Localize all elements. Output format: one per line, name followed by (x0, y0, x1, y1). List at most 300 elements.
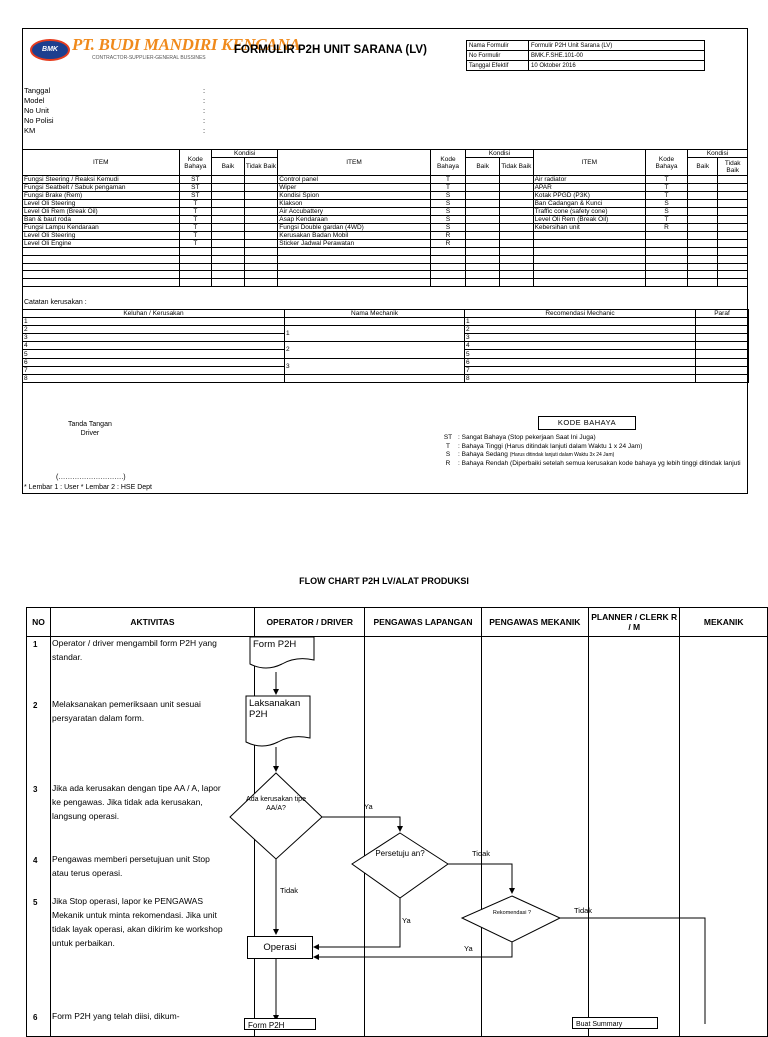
paraf-cell[interactable] (696, 366, 749, 374)
keluhan-number[interactable]: 5 (23, 350, 285, 358)
mekanik-cell[interactable] (285, 374, 465, 382)
item-kode: S (430, 192, 466, 200)
item-baik-cell[interactable] (688, 208, 718, 216)
item-baik-cell[interactable] (212, 192, 245, 200)
col-baik-header: Baik (688, 158, 718, 176)
step-number: 4 (33, 856, 38, 865)
paraf-cell[interactable] (696, 350, 749, 358)
item-tidak-baik-cell[interactable] (718, 255, 748, 263)
form-meta-table (466, 40, 705, 71)
item-kode: T (430, 184, 466, 192)
item-kode (430, 263, 466, 271)
item-kode (430, 255, 466, 263)
item-name: Traffic cone (safety cone) (533, 208, 645, 216)
item-name: Control panel (278, 176, 430, 184)
item-kode: S (430, 216, 466, 224)
item-name (23, 255, 180, 263)
item-name: Asap Kendaraan (278, 216, 430, 224)
col-tidak-baik-header: Tidak Baik (718, 158, 748, 176)
item-name: Level Oli Engine (23, 240, 180, 248)
item-baik-cell[interactable] (688, 176, 718, 184)
item-tidak-baik-cell[interactable] (244, 216, 278, 224)
item-tidak-baik-cell[interactable] (499, 279, 533, 287)
header-field-colons: : : : : : (203, 86, 206, 135)
col-kode-header: Kode Bahaya (179, 150, 212, 176)
inspection-row (23, 232, 748, 240)
recom-number[interactable]: 5 (465, 350, 696, 358)
item-name: Fungsi Seatbelt / Sabuk pengaman (23, 184, 180, 192)
inspection-row (23, 279, 748, 287)
item-kode (179, 248, 212, 256)
item-tidak-baik-cell[interactable] (244, 224, 278, 232)
item-tidak-baik-cell[interactable] (499, 192, 533, 200)
item-tidak-baik-cell[interactable] (244, 240, 278, 248)
item-name (533, 240, 645, 248)
recom-number[interactable]: 6 (465, 358, 696, 366)
item-name (23, 263, 180, 271)
item-tidak-baik-cell[interactable] (244, 176, 278, 184)
legend-desc: : Bahaya Rendah (Diperbaiki setelah semua kerusakan kode bahaya yg lebih tinggi ditindak lanjuti (458, 460, 741, 468)
kerusakan-row (23, 374, 749, 382)
field-label-km: KM (24, 126, 36, 135)
paraf-header: Paraf (696, 310, 749, 318)
item-name: Kotak PPGD (P3K) (533, 192, 645, 200)
kerusakan-row (23, 318, 749, 326)
item-baik-cell[interactable] (688, 279, 718, 287)
item-baik-cell[interactable] (466, 263, 500, 271)
kerusakan-table (22, 309, 749, 383)
inspection-item-rows (23, 176, 748, 287)
kerusakan-row (23, 342, 749, 350)
meta-value: Formulir P2H Unit Sarana (LV) (529, 41, 705, 51)
inspection-row (23, 192, 748, 200)
item-baik-cell[interactable] (466, 184, 500, 192)
col-item-header: ITEM (278, 150, 430, 176)
item-baik-cell[interactable] (212, 248, 245, 256)
item-name (278, 263, 430, 271)
item-baik-cell[interactable] (688, 200, 718, 208)
inspection-row (23, 224, 748, 232)
item-baik-cell[interactable] (466, 279, 500, 287)
item-tidak-baik-cell[interactable] (718, 263, 748, 271)
item-baik-cell[interactable] (212, 271, 245, 279)
item-kode: T (430, 176, 466, 184)
item-tidak-baik-cell[interactable] (499, 263, 533, 271)
header-field-labels (24, 86, 54, 136)
item-baik-cell[interactable] (466, 208, 500, 216)
field-label-tanggal: Tanggal (24, 86, 51, 95)
legend-desc: : Bahaya Sedang (458, 451, 510, 459)
step-text: Jika Stop operasi, lapor ke PENGAWAS Mekanik untuk minta rekomendasi. Jika unit tidak layak operasi, akan dikirim ke workshop untuk perbaikan. (52, 896, 223, 948)
inspection-row (23, 255, 748, 263)
item-kode: ST (179, 192, 212, 200)
item-name (278, 255, 430, 263)
item-baik-cell[interactable] (466, 192, 500, 200)
item-baik-cell[interactable] (212, 200, 245, 208)
item-kode: R (430, 240, 466, 248)
meta-value: 10 Oktober 2016 (529, 61, 705, 71)
item-name: Wiper (278, 184, 430, 192)
item-tidak-baik-cell[interactable] (499, 176, 533, 184)
step-number: 3 (33, 785, 38, 794)
paraf-cell[interactable] (696, 334, 749, 342)
item-tidak-baik-cell[interactable] (244, 192, 278, 200)
item-kode: T (179, 200, 212, 208)
item-baik-cell[interactable] (688, 184, 718, 192)
kerusakan-rows (23, 310, 749, 383)
legend-desc: : Bahaya Tinggi (Harus ditindak lanjuti dalam Waktu 1 x 24 Jam) (458, 442, 643, 450)
step-number: 6 (33, 1013, 38, 1022)
item-name: Kebersihan unit (533, 224, 645, 232)
item-tidak-baik-cell[interactable] (499, 240, 533, 248)
col-item-header: ITEM (23, 150, 180, 176)
col-kondisi-header: Kondisi (688, 150, 748, 158)
item-kode (646, 271, 688, 279)
meta-row (467, 61, 705, 71)
item-kode: T (179, 240, 212, 248)
item-kode: R (430, 232, 466, 240)
legend-desc: : Sangat Bahaya (Stop pekerjaan Saat Ini Juga) (458, 434, 596, 441)
item-kode (179, 255, 212, 263)
inspection-row (23, 248, 748, 256)
kode-bahaya-legend (438, 434, 750, 469)
node-ada-kerusakan: Ada kerusakan tipe AA/A? (246, 796, 306, 812)
item-baik-cell[interactable] (212, 232, 245, 240)
step-text: Melaksanakan pemeriksaan unit sesuai persyaratan dalam form. (52, 699, 201, 723)
flow-header-pengawas-mekanik: PENGAWAS MEKANIK (481, 608, 588, 637)
flow-header-pengawas-lapangan: PENGAWAS LAPANGAN (365, 608, 481, 637)
item-kode: T (646, 176, 688, 184)
label-ya: Ya (364, 802, 373, 811)
item-tidak-baik-cell[interactable] (499, 224, 533, 232)
item-tidak-baik-cell[interactable] (499, 271, 533, 279)
legend-row-s (438, 451, 750, 460)
item-kode (646, 263, 688, 271)
item-baik-cell[interactable] (212, 279, 245, 287)
step-text: Jika ada kerusakan dengan tipe AA / A, lapor ke pengawas. Jika tidak ada kerusakan, langsung operasi. (52, 783, 221, 821)
decision-rekomendasi (462, 896, 560, 942)
item-baik-cell[interactable] (466, 271, 500, 279)
item-baik-cell[interactable] (466, 216, 500, 224)
recom-number[interactable]: 1 (465, 318, 696, 326)
item-name: Air radiator (533, 176, 645, 184)
item-name: Fungsi Brake (Rem) (23, 192, 180, 200)
col-kondisi-header: Kondisi (212, 150, 278, 158)
item-kode (646, 232, 688, 240)
item-kode (179, 279, 212, 287)
item-name: Kondisi Spion (278, 192, 430, 200)
item-name: Fungsi Steering / Reaksi Kemudi (23, 176, 180, 184)
signature-line: (……………………….) (56, 474, 126, 481)
logo-mark-icon: BMK (30, 39, 70, 61)
company-logo (30, 35, 301, 65)
meta-label: Tanggal Efektif (467, 61, 529, 71)
item-kode: T (646, 184, 688, 192)
keluhan-number[interactable]: 7 (23, 366, 285, 374)
col-kode-header: Kode Bahaya (430, 150, 466, 176)
mekanik-cell[interactable] (285, 318, 465, 326)
item-baik-cell[interactable] (466, 200, 500, 208)
inspection-row (23, 176, 748, 184)
item-kode: T (179, 216, 212, 224)
item-tidak-baik-cell[interactable] (244, 248, 278, 256)
item-baik-cell[interactable] (466, 255, 500, 263)
legend-row-t (438, 443, 750, 452)
item-tidak-baik-cell[interactable] (244, 200, 278, 208)
flow-header-planner: PLANNER / CLERK R / M (589, 608, 680, 637)
label-ya: Ya (402, 916, 411, 925)
item-tidak-baik-cell[interactable] (718, 192, 748, 200)
item-kode: T (179, 232, 212, 240)
meta-value: BMK.F.SHE.101-00 (529, 51, 705, 61)
keluhan-number[interactable]: 6 (23, 358, 285, 366)
item-baik-cell[interactable] (466, 224, 500, 232)
recom-number[interactable]: 2 (465, 326, 696, 334)
item-tidak-baik-cell[interactable] (499, 216, 533, 224)
item-tidak-baik-cell[interactable] (718, 216, 748, 224)
paraf-cell[interactable] (696, 326, 749, 334)
field-label-model: Model (24, 96, 45, 105)
mekanik-header: Nama Mechanik (285, 310, 465, 318)
recom-number[interactable]: 8 (465, 374, 696, 382)
item-name: Fungsi Lampu Kendaraan (23, 224, 180, 232)
item-kode: T (179, 208, 212, 216)
signature-label: Tanda Tangan (68, 421, 112, 428)
item-name: Klakson (278, 200, 430, 208)
paraf-cell[interactable] (696, 374, 749, 382)
item-tidak-baik-cell[interactable] (244, 232, 278, 240)
company-name: PT. BUDI MANDIRI KENCANA (72, 35, 301, 54)
mekanik-name-slot[interactable]: 1 (285, 326, 465, 342)
item-kode: T (646, 216, 688, 224)
item-name (533, 232, 645, 240)
inspection-row (23, 240, 748, 248)
item-kode (430, 271, 466, 279)
item-baik-cell[interactable] (688, 255, 718, 263)
meta-label: No Formulir (467, 51, 529, 61)
keluhan-number[interactable]: 4 (23, 342, 285, 350)
col-tidak-baik-header: Tidak Baik (499, 158, 533, 176)
col-kode-header: Kode Bahaya (646, 150, 688, 176)
item-tidak-baik-cell[interactable] (718, 248, 748, 256)
step-text: Pengawas memberi persetujuan unit Stop atau terus operasi. (52, 854, 210, 878)
item-name (533, 279, 645, 287)
label-tidak: Tidak (280, 886, 299, 895)
signature-role: Driver (80, 430, 100, 437)
item-name: Kerusakan Badan Mobil (278, 232, 430, 240)
decision-ada-kerusakan (230, 773, 322, 859)
item-kode (646, 248, 688, 256)
item-baik-cell[interactable] (212, 255, 245, 263)
item-name (23, 279, 180, 287)
item-tidak-baik-cell[interactable] (244, 184, 278, 192)
col-baik-header: Baik (212, 158, 245, 176)
item-baik-cell[interactable] (212, 224, 245, 232)
field-label-no-polisi: No Polisi (24, 116, 54, 125)
item-kode: R (646, 224, 688, 232)
item-name (533, 271, 645, 279)
inspection-row (23, 271, 748, 279)
field-label-no-unit: No Unit (24, 106, 50, 115)
col-item-header: ITEM (533, 150, 645, 176)
item-baik-cell[interactable] (466, 240, 500, 248)
item-tidak-baik-cell[interactable] (499, 248, 533, 256)
step-number: 2 (33, 701, 38, 710)
legend-code: R (445, 460, 451, 468)
node-persetujuan: Persetuju an? (375, 849, 425, 858)
item-baik-cell[interactable] (212, 208, 245, 216)
legend-code: S (445, 451, 451, 459)
recom-header: Recomendasi Mechanic (465, 310, 696, 318)
item-name: Ban & baut roda (23, 216, 180, 224)
item-name (23, 248, 180, 256)
legend-code: ST (443, 434, 453, 441)
item-baik-cell[interactable] (212, 176, 245, 184)
keluhan-number[interactable]: 2 (23, 326, 285, 334)
flow-header-aktivitas: AKTIVITAS (50, 608, 254, 637)
paraf-cell[interactable] (696, 358, 749, 366)
node-rekomendasi: Rekomendasi ? (492, 910, 532, 916)
item-tidak-baik-cell[interactable] (718, 224, 748, 232)
node-form-p2h-2: Form P2H (244, 1018, 316, 1030)
item-tidak-baik-cell[interactable] (499, 232, 533, 240)
item-tidak-baik-cell[interactable] (718, 240, 748, 248)
item-baik-cell[interactable] (212, 184, 245, 192)
meta-label: Nama Formulir (467, 41, 529, 51)
node-laksanakan-p2h: Laksanakan P2H (249, 698, 301, 720)
kode-bahaya-title: KODE BAHAYA (538, 416, 636, 430)
item-kode: S (430, 224, 466, 232)
recom-number[interactable]: 7 (465, 366, 696, 374)
item-tidak-baik-cell[interactable] (244, 271, 278, 279)
item-baik-cell[interactable] (688, 240, 718, 248)
node-operasi: Operasi (247, 936, 313, 959)
item-baik-cell[interactable] (212, 216, 245, 224)
item-tidak-baik-cell[interactable] (718, 184, 748, 192)
col-baik-header: Baik (466, 158, 500, 176)
inspection-item-table (22, 149, 748, 287)
item-baik-cell[interactable] (466, 232, 500, 240)
keluhan-number[interactable]: 8 (23, 374, 285, 382)
node-buat-summary: Buat Summary (572, 1017, 658, 1029)
catatan-label: Catatan kerusakan : (24, 299, 87, 306)
legend-note: (Harus ditindak lanjuti dalam Waktu 3x 24 Jam) (509, 452, 615, 459)
item-tidak-baik-cell[interactable] (244, 263, 278, 271)
label-tidak: Tidak (574, 906, 593, 915)
col-tidak-baik-header: Tidak Baik (244, 158, 278, 176)
flow-chart-title: FLOW CHART P2H LV/ALAT PRODUKSI (299, 576, 469, 586)
item-name: Air Accubattery (278, 208, 430, 216)
col-kondisi-header: Kondisi (466, 150, 533, 158)
paraf-cell[interactable] (696, 318, 749, 326)
step-number: 5 (33, 898, 38, 907)
mekanik-name-slot[interactable]: 2 (285, 342, 465, 358)
recom-number[interactable]: 4 (465, 342, 696, 350)
kerusakan-row (23, 358, 749, 366)
item-kode (430, 248, 466, 256)
item-kode (646, 240, 688, 248)
item-name: Level Oli Rem (Break Oil) (23, 208, 180, 216)
item-baik-cell[interactable] (688, 216, 718, 224)
item-tidak-baik-cell[interactable] (499, 200, 533, 208)
item-name (533, 255, 645, 263)
item-baik-cell[interactable] (688, 271, 718, 279)
item-baik-cell[interactable] (212, 263, 245, 271)
item-tidak-baik-cell[interactable] (718, 176, 748, 184)
flow-header-mekanik: MEKANIK (680, 608, 768, 637)
item-tidak-baik-cell[interactable] (499, 208, 533, 216)
inspection-row (23, 216, 748, 224)
flow-header-no: NO (27, 608, 51, 637)
paraf-cell[interactable] (696, 342, 749, 350)
item-baik-cell[interactable] (688, 224, 718, 232)
item-kode: S (430, 208, 466, 216)
item-baik-cell[interactable] (466, 176, 500, 184)
label-tidak: Tidak (472, 849, 491, 858)
keluhan-number[interactable]: 1 (23, 318, 285, 326)
keluhan-number[interactable]: 3 (23, 334, 285, 342)
item-baik-cell[interactable] (688, 192, 718, 200)
item-tidak-baik-cell[interactable] (499, 184, 533, 192)
item-kode (179, 271, 212, 279)
flow-header-operator: OPERATOR / DRIVER (255, 608, 365, 637)
item-tidak-baik-cell[interactable] (718, 200, 748, 208)
item-tidak-baik-cell[interactable] (718, 271, 748, 279)
step-number: 1 (33, 640, 38, 649)
item-tidak-baik-cell[interactable] (718, 279, 748, 287)
item-name (533, 263, 645, 271)
item-kode: S (646, 200, 688, 208)
item-baik-cell[interactable] (688, 263, 718, 271)
item-tidak-baik-cell[interactable] (718, 208, 748, 216)
step-text: Operator / driver mengambil form P2H yang standar. (52, 638, 217, 662)
item-tidak-baik-cell[interactable] (244, 208, 278, 216)
recom-number[interactable]: 3 (465, 334, 696, 342)
item-baik-cell[interactable] (688, 248, 718, 256)
item-tidak-baik-cell[interactable] (244, 255, 278, 263)
item-name: Level Oli Rem (Break Oil) (533, 216, 645, 224)
item-tidak-baik-cell[interactable] (244, 279, 278, 287)
keluhan-header: Keluhan / Kerusakan (23, 310, 285, 318)
signature-block (68, 420, 112, 438)
step-text: Form P2H yang telah diisi, dikum- (52, 1011, 180, 1021)
form-title: FORMULIR P2H UNIT SARANA (LV) (234, 44, 427, 56)
inspection-row (23, 263, 748, 271)
item-name: APAR (533, 184, 645, 192)
legend-row-st (438, 434, 750, 443)
item-kode (646, 255, 688, 263)
item-tidak-baik-cell[interactable] (499, 255, 533, 263)
item-name (533, 248, 645, 256)
item-name (278, 248, 430, 256)
item-tidak-baik-cell[interactable] (718, 232, 748, 240)
item-kode (646, 279, 688, 287)
company-tagline: CONTRACTOR-SUPPLIER-GENERAL BUSSINES (92, 55, 206, 61)
item-name: Fungsi Double gardan (4WD) (278, 224, 430, 232)
item-kode: ST (179, 184, 212, 192)
flow-connectors (0, 600, 768, 1024)
inspection-row (23, 200, 748, 208)
item-name (278, 271, 430, 279)
node-form-p2h: Form P2H (253, 639, 297, 650)
item-name: Level Oli Steering (23, 232, 180, 240)
item-baik-cell[interactable] (688, 232, 718, 240)
lembar-note: * Lembar 1 : User * Lembar 2 : HSE Dept (24, 484, 152, 491)
mekanik-name-slot[interactable]: 3 (285, 358, 465, 374)
item-name: Sticker Jadwal Perawatan (278, 240, 430, 248)
item-baik-cell[interactable] (466, 248, 500, 256)
item-baik-cell[interactable] (212, 240, 245, 248)
